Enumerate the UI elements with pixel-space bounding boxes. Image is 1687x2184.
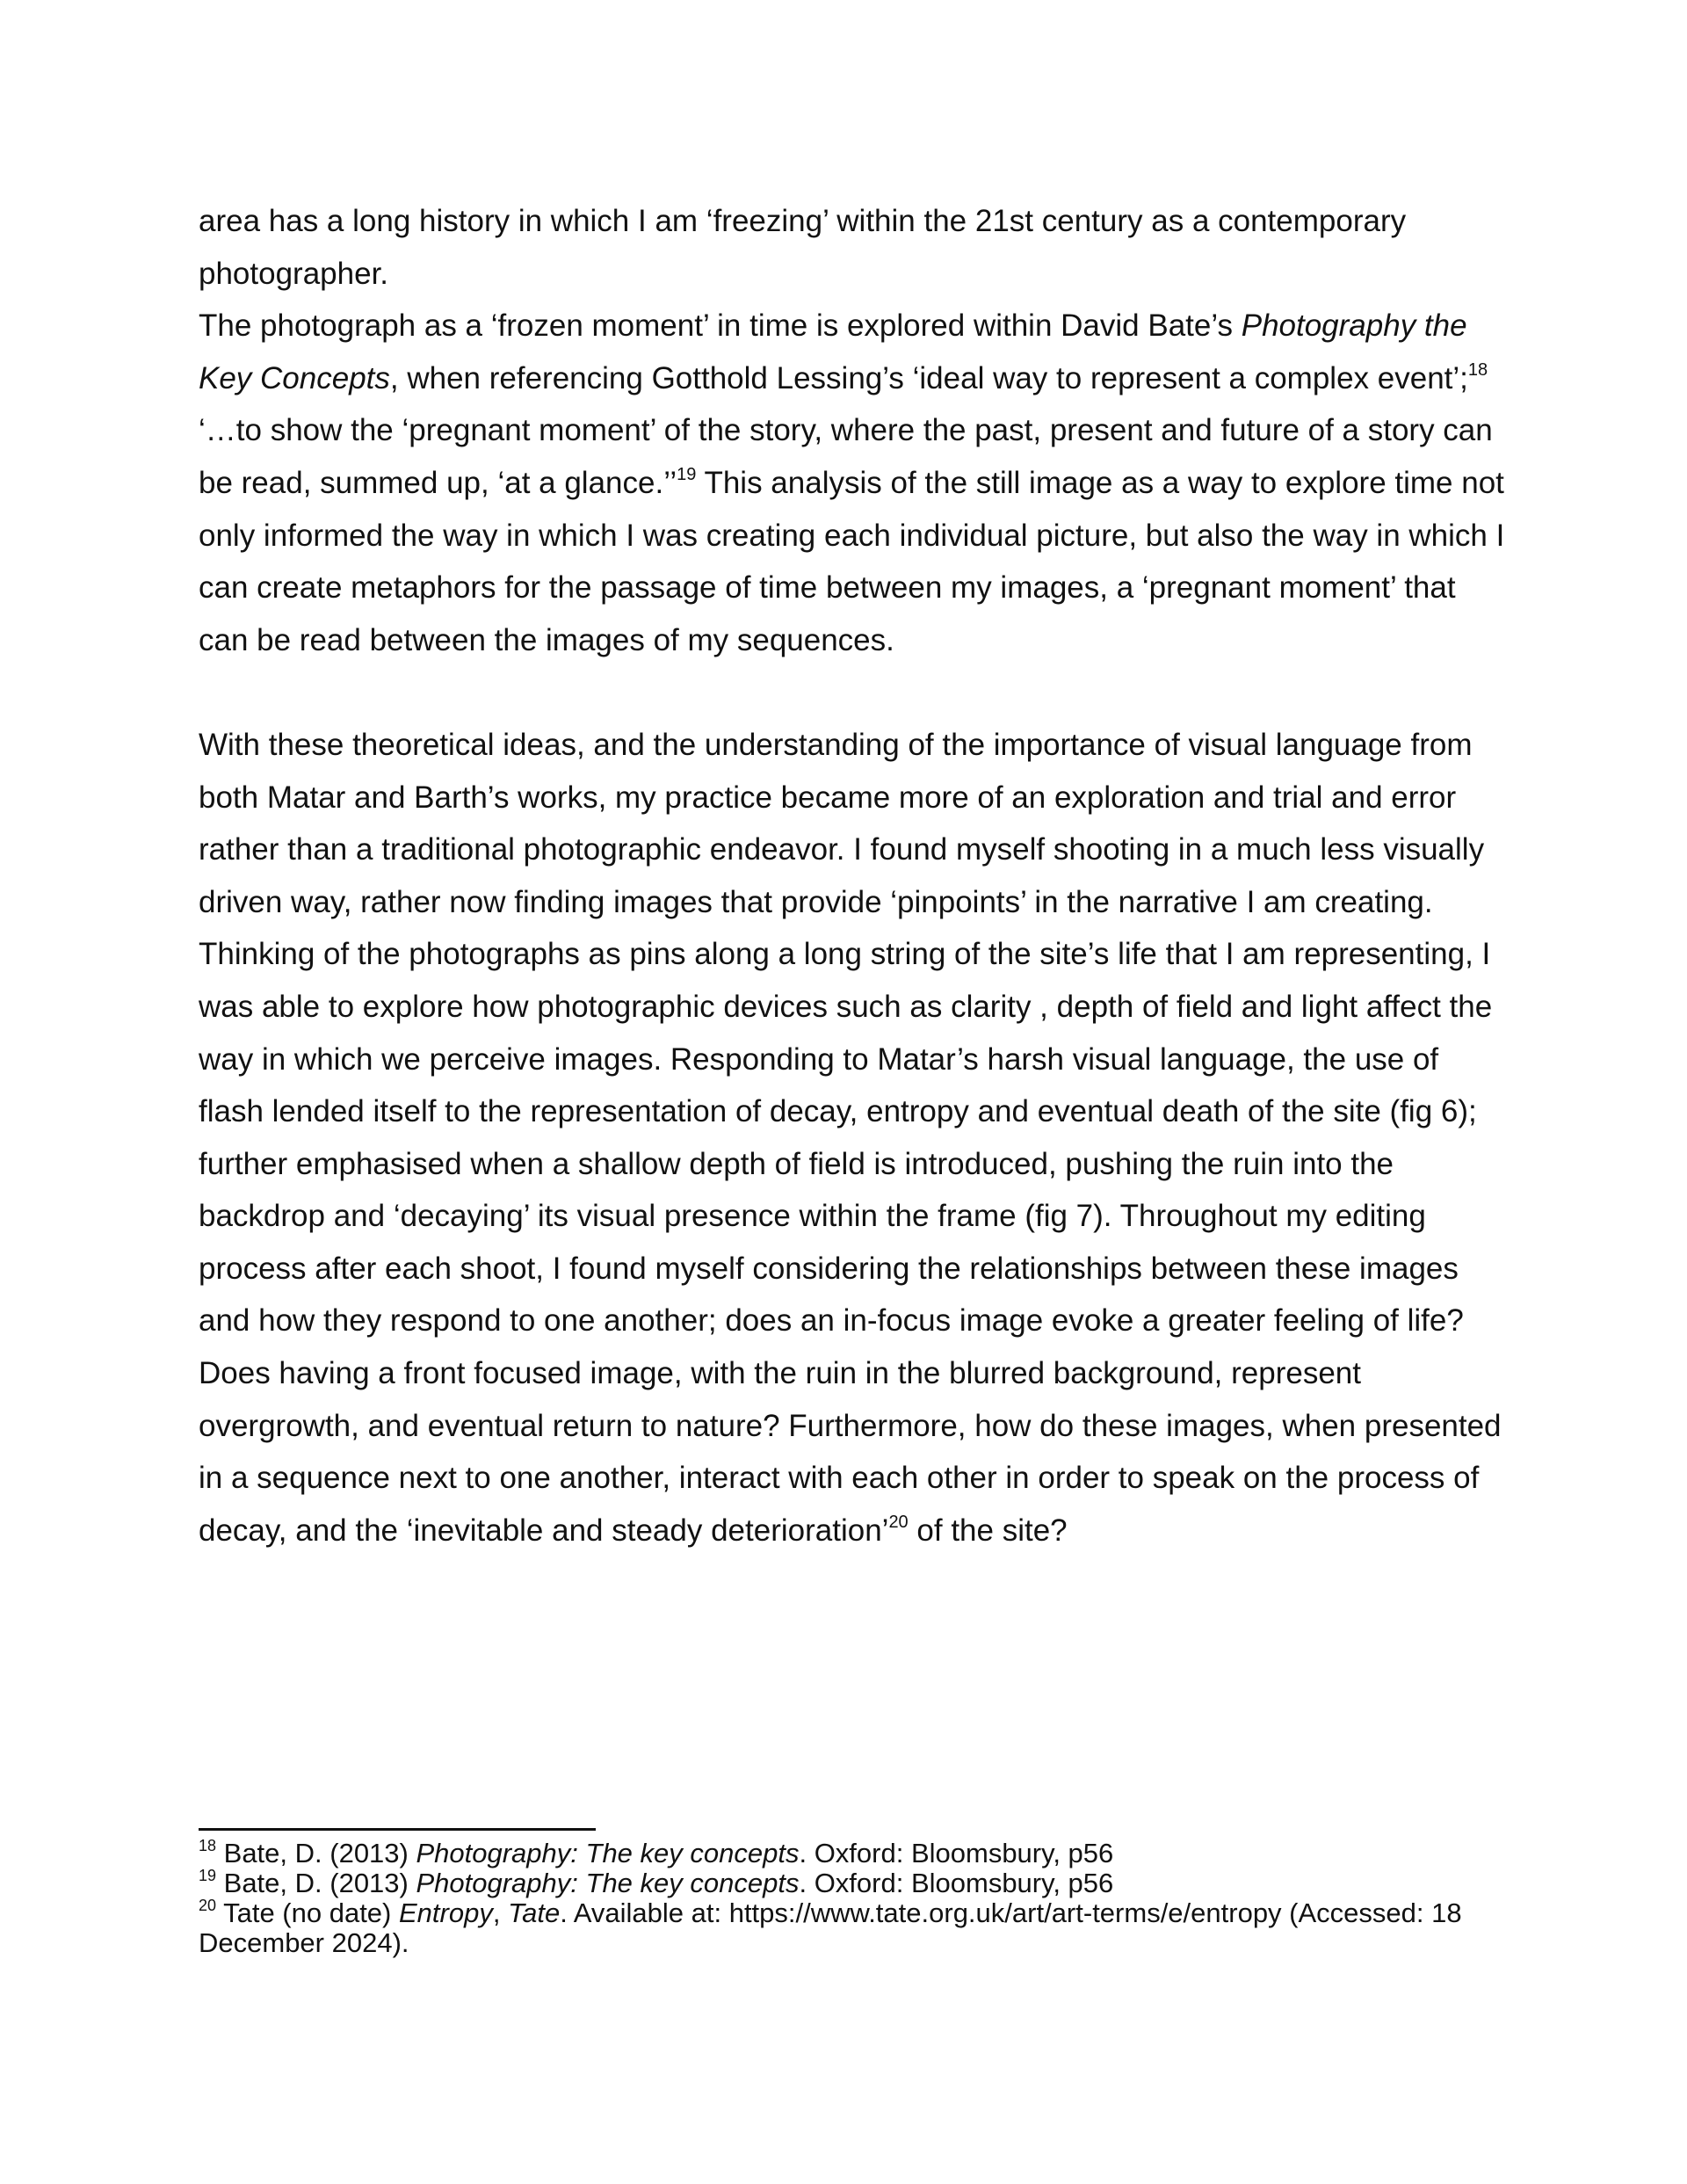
footnote-rest: . Oxford: Bloomsbury, p56 — [799, 1868, 1114, 1898]
book-title: Photography the — [1241, 308, 1467, 344]
text-run: decay, and the ‘inevitable and steady deterioration’ — [199, 1513, 889, 1548]
text-line: was able to explore how photographic devices such as clarity , depth of field and light affect the — [199, 989, 1493, 1024]
text-line: driven way, rather now finding images that provide ‘pinpoints’ in the narrative I am creating. — [199, 884, 1433, 919]
footnote-author: Tate (no date) — [216, 1897, 399, 1928]
text-run: This analysis of the still image as a way to explore time not — [696, 465, 1504, 500]
footnote-19 — [199, 1868, 1517, 1898]
footnote-18 — [199, 1836, 1517, 1868]
text-line: both Matar and Barth’s works, my practice became more of an exploration and trial and error — [199, 780, 1457, 815]
text-line: can be read between the images of my sequences. — [199, 622, 894, 657]
text-line — [199, 1505, 1517, 1557]
body-text — [199, 195, 1517, 1556]
text-line: only informed the way in which I was creating each individual picture, but also the way in which I — [199, 518, 1505, 553]
paragraph-spacer — [199, 666, 1517, 719]
text-line: photographer. — [199, 256, 389, 291]
footnote-ref-19[interactable]: 19 — [677, 465, 697, 485]
text-line: process after each shoot, I found myself considering the relationships between these images — [199, 1251, 1459, 1286]
footnote-number: 19 — [199, 1866, 217, 1884]
footnote-author: Bate, D. (2013) — [216, 1838, 416, 1868]
text-run: of the site? — [908, 1513, 1068, 1548]
text-line: Does having a front focused image, with the ruin in the blurred background, represent — [199, 1356, 1361, 1391]
text-line: rather than a traditional photographic endeavor. I found myself shooting in a much less visually — [199, 832, 1485, 867]
footnote-rest: . Available at: https://www.tate.org.uk/art/art-terms/e/entropy (Accessed: 18 — [560, 1897, 1462, 1928]
footnote-author: Bate, D. (2013) — [216, 1868, 416, 1898]
text-line — [199, 1898, 1517, 1928]
text-line: area has a long history in which I am ‘freezing’ within the 21st century as a contemporary — [199, 204, 1407, 238]
footnote-20 — [199, 1898, 1517, 1958]
text-run: The photograph as a ‘frozen moment’ in time is explored within David Bate’s — [199, 308, 1242, 344]
footnote-title: Photography: The key concepts — [416, 1868, 800, 1898]
text-run: be read, summed up, ‘at a glance.’’ — [199, 465, 677, 500]
text-line — [199, 457, 1517, 510]
paragraph-2 — [199, 300, 1517, 666]
footnotes — [199, 1836, 1517, 1958]
footnote-number: 20 — [199, 1896, 217, 1914]
footnote-ref-20[interactable]: 20 — [888, 1513, 909, 1533]
text-line — [199, 300, 1517, 352]
text-line: overgrowth, and eventual return to nature? Furthermore, how do these images, when presented — [199, 1408, 1502, 1443]
footnote-sep: , — [492, 1897, 509, 1928]
text-line: way in which we perceive images. Responding to Matar’s harsh visual language, the use of — [199, 1041, 1439, 1077]
paragraph-3 — [199, 719, 1517, 1557]
book-title: Key Concepts — [199, 360, 390, 395]
text-line: With these theoretical ideas, and the understanding of the importance of visual language from — [199, 727, 1473, 762]
text-line: ‘…to show the ‘pregnant moment’ of the story, where the past, present and future of a story can — [199, 413, 1493, 448]
text-run: , when referencing Gotthold Lessing’s ‘ideal way to represent a complex event’; — [389, 360, 1468, 395]
text-line: Thinking of the photographs as pins along a long string of the site’s life that I am representing, I — [199, 937, 1491, 972]
text-line: can create metaphors for the passage of time between my images, a ‘pregnant moment’ that — [199, 570, 1456, 606]
footnote-rest: . Oxford: Bloomsbury, p56 — [799, 1838, 1114, 1868]
text-line: in a sequence next to one another, interact with each other in order to speak on the process of — [199, 1461, 1480, 1496]
paragraph-1 — [199, 195, 1517, 300]
footnote-continuation: December 2024). — [199, 1927, 409, 1958]
text-line: backdrop and ‘decaying’ its visual presence within the frame (fig 7). Throughout my editing — [199, 1199, 1426, 1234]
text-line — [199, 352, 1517, 405]
footnote-title: Entropy — [398, 1897, 493, 1928]
footnote-publisher: Tate — [508, 1897, 561, 1928]
footnote-separator — [199, 1828, 596, 1831]
footnote-number: 18 — [199, 1836, 217, 1854]
text-line: further emphasised when a shallow depth of field is introduced, pushing the ruin into the — [199, 1146, 1394, 1181]
text-line: and how they respond to one another; does an in-focus image evoke a greater feeling of life? — [199, 1303, 1464, 1339]
text-line: flash lended itself to the representation of decay, entropy and eventual death of the site (fig 6); — [199, 1094, 1477, 1129]
footnote-ref-18[interactable]: 18 — [1467, 360, 1488, 381]
footnote-title: Photography: The key concepts — [416, 1838, 800, 1868]
